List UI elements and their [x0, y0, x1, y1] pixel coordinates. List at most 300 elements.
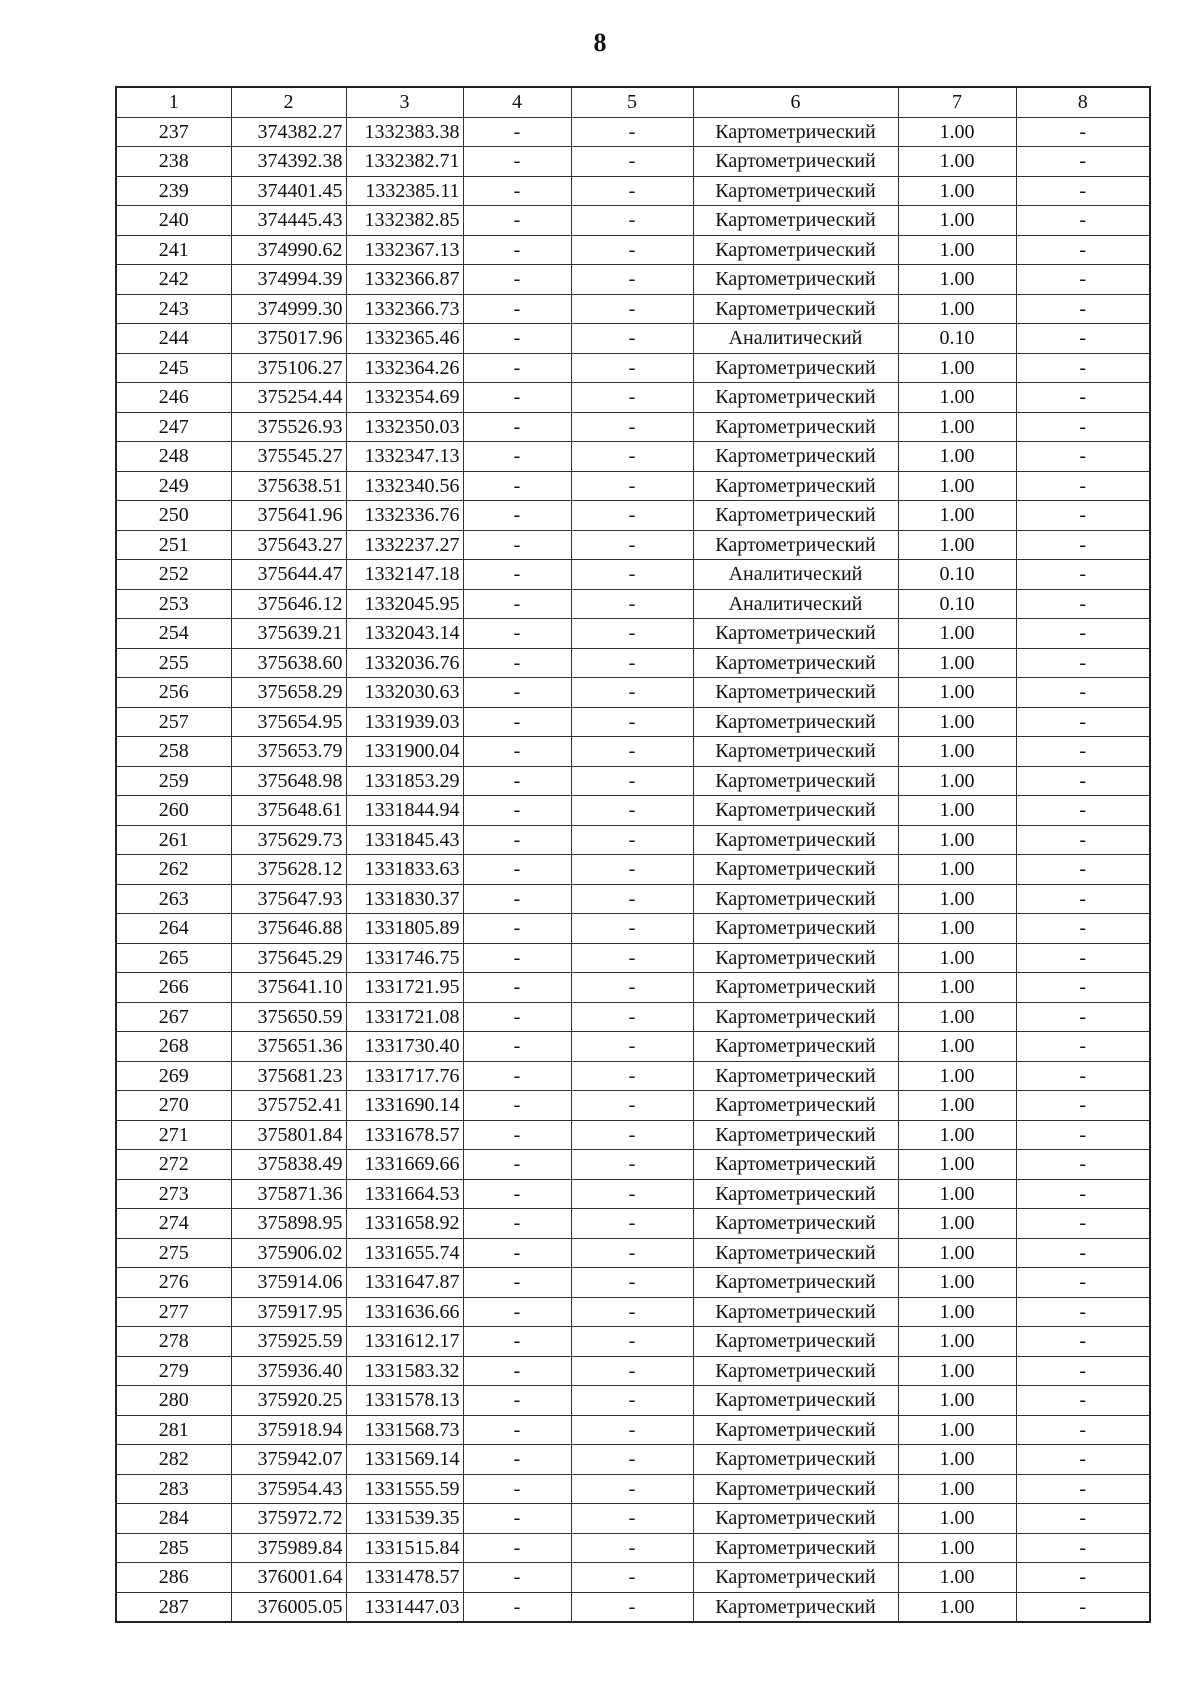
accuracy-cell: 1.00: [898, 471, 1016, 501]
y-coordinate-cell: 1332347.13: [346, 442, 463, 472]
accuracy-cell: 1.00: [898, 619, 1016, 649]
method-cell: Картометрический: [693, 1032, 898, 1062]
accuracy-cell: 0.10: [898, 560, 1016, 590]
accuracy-cell: 1.00: [898, 383, 1016, 413]
accuracy-cell: 1.00: [898, 1474, 1016, 1504]
x-coordinate-cell: 375914.06: [231, 1268, 346, 1298]
point-number-cell: 246: [116, 383, 231, 413]
col5-cell: -: [571, 1474, 693, 1504]
col8-cell: -: [1016, 412, 1150, 442]
point-number-cell: 267: [116, 1002, 231, 1032]
y-coordinate-cell: 1331678.57: [346, 1120, 463, 1150]
method-cell: Картометрический: [693, 206, 898, 236]
method-cell: Картометрический: [693, 737, 898, 767]
accuracy-cell: 1.00: [898, 412, 1016, 442]
table-row: [116, 1150, 1150, 1180]
col5-cell: -: [571, 648, 693, 678]
y-coordinate-cell: 1331447.03: [346, 1592, 463, 1622]
point-number-cell: 251: [116, 530, 231, 560]
x-coordinate-cell: 375641.96: [231, 501, 346, 531]
point-number-cell: 259: [116, 766, 231, 796]
y-coordinate-cell: 1331612.17: [346, 1327, 463, 1357]
method-cell: Картометрический: [693, 648, 898, 678]
col8-cell: -: [1016, 1268, 1150, 1298]
col4-cell: -: [463, 1238, 571, 1268]
col4-cell: -: [463, 678, 571, 708]
col5-cell: -: [571, 324, 693, 354]
col8-cell: -: [1016, 914, 1150, 944]
col4-cell: -: [463, 176, 571, 206]
x-coordinate-cell: 375638.51: [231, 471, 346, 501]
method-cell: Картометрический: [693, 176, 898, 206]
method-cell: Картометрический: [693, 619, 898, 649]
col8-cell: -: [1016, 117, 1150, 147]
accuracy-cell: 1.00: [898, 1415, 1016, 1445]
method-cell: Картометрический: [693, 1386, 898, 1416]
y-coordinate-cell: 1332366.87: [346, 265, 463, 295]
col4-cell: -: [463, 235, 571, 265]
method-cell: Картометрический: [693, 825, 898, 855]
point-number-cell: 262: [116, 855, 231, 885]
x-coordinate-cell: 375918.94: [231, 1415, 346, 1445]
col8-cell: -: [1016, 1032, 1150, 1062]
x-coordinate-cell: 375641.10: [231, 973, 346, 1003]
y-coordinate-cell: 1331655.74: [346, 1238, 463, 1268]
point-number-cell: 279: [116, 1356, 231, 1386]
col5-cell: -: [571, 530, 693, 560]
table-row: [116, 1356, 1150, 1386]
method-cell: Картометрический: [693, 1002, 898, 1032]
y-coordinate-cell: 1332036.76: [346, 648, 463, 678]
y-coordinate-cell: 1331658.92: [346, 1209, 463, 1239]
y-coordinate-cell: 1331647.87: [346, 1268, 463, 1298]
col8-cell: -: [1016, 235, 1150, 265]
col8-cell: -: [1016, 471, 1150, 501]
col5-cell: -: [571, 265, 693, 295]
y-coordinate-cell: 1331669.66: [346, 1150, 463, 1180]
method-cell: Картометрический: [693, 1415, 898, 1445]
accuracy-cell: 1.00: [898, 265, 1016, 295]
table-row: [116, 442, 1150, 472]
point-number-cell: 250: [116, 501, 231, 531]
accuracy-cell: 1.00: [898, 1533, 1016, 1563]
table-row: [116, 324, 1150, 354]
method-cell: Картометрический: [693, 884, 898, 914]
point-number-cell: 238: [116, 147, 231, 177]
col5-cell: -: [571, 796, 693, 826]
col5-cell: -: [571, 1209, 693, 1239]
column-header: 4: [463, 87, 571, 117]
accuracy-cell: 0.10: [898, 589, 1016, 619]
method-cell: Картометрический: [693, 1179, 898, 1209]
y-coordinate-cell: 1332382.85: [346, 206, 463, 236]
method-cell: Картометрический: [693, 1209, 898, 1239]
table-row: [116, 1327, 1150, 1357]
col5-cell: -: [571, 383, 693, 413]
accuracy-cell: 1.00: [898, 796, 1016, 826]
method-cell: Картометрический: [693, 471, 898, 501]
x-coordinate-cell: 375545.27: [231, 442, 346, 472]
col5-cell: -: [571, 442, 693, 472]
accuracy-cell: 1.00: [898, 943, 1016, 973]
col5-cell: -: [571, 914, 693, 944]
point-number-cell: 237: [116, 117, 231, 147]
point-number-cell: 248: [116, 442, 231, 472]
column-header: 5: [571, 87, 693, 117]
table-row: [116, 1209, 1150, 1239]
table-row: [116, 1563, 1150, 1593]
col5-cell: -: [571, 294, 693, 324]
col5-cell: -: [571, 1592, 693, 1622]
y-coordinate-cell: 1332383.38: [346, 117, 463, 147]
table-row: [116, 1002, 1150, 1032]
accuracy-cell: 1.00: [898, 973, 1016, 1003]
col4-cell: -: [463, 471, 571, 501]
point-number-cell: 275: [116, 1238, 231, 1268]
col4-cell: -: [463, 530, 571, 560]
table-row: [116, 943, 1150, 973]
col8-cell: -: [1016, 530, 1150, 560]
table-row: [116, 176, 1150, 206]
method-cell: Аналитический: [693, 560, 898, 590]
y-coordinate-cell: 1331568.73: [346, 1415, 463, 1445]
y-coordinate-cell: 1331578.13: [346, 1386, 463, 1416]
page-number: 8: [593, 28, 607, 57]
col8-cell: -: [1016, 383, 1150, 413]
col4-cell: -: [463, 324, 571, 354]
accuracy-cell: 1.00: [898, 206, 1016, 236]
y-coordinate-cell: 1331555.59: [346, 1474, 463, 1504]
y-coordinate-cell: 1332147.18: [346, 560, 463, 590]
method-cell: Аналитический: [693, 324, 898, 354]
table-row: [116, 560, 1150, 590]
point-number-cell: 243: [116, 294, 231, 324]
method-cell: Картометрический: [693, 1297, 898, 1327]
col5-cell: -: [571, 707, 693, 737]
col4-cell: -: [463, 1209, 571, 1239]
table-row: [116, 1032, 1150, 1062]
col5-cell: -: [571, 1150, 693, 1180]
method-cell: Картометрический: [693, 1445, 898, 1475]
table-row: [116, 619, 1150, 649]
method-cell: Картометрический: [693, 1120, 898, 1150]
accuracy-cell: 1.00: [898, 884, 1016, 914]
x-coordinate-cell: 375654.95: [231, 707, 346, 737]
col4-cell: -: [463, 1415, 571, 1445]
method-cell: Картометрический: [693, 1091, 898, 1121]
col8-cell: -: [1016, 324, 1150, 354]
method-cell: Картометрический: [693, 530, 898, 560]
point-number-cell: 277: [116, 1297, 231, 1327]
col4-cell: -: [463, 1533, 571, 1563]
method-cell: Картометрический: [693, 294, 898, 324]
y-coordinate-cell: 1332030.63: [346, 678, 463, 708]
y-coordinate-cell: 1331721.08: [346, 1002, 463, 1032]
accuracy-cell: 1.00: [898, 1563, 1016, 1593]
y-coordinate-cell: 1332237.27: [346, 530, 463, 560]
col5-cell: -: [571, 1356, 693, 1386]
point-number-cell: 260: [116, 796, 231, 826]
col5-cell: -: [571, 1297, 693, 1327]
y-coordinate-cell: 1332043.14: [346, 619, 463, 649]
col5-cell: -: [571, 737, 693, 767]
accuracy-cell: 1.00: [898, 825, 1016, 855]
point-number-cell: 271: [116, 1120, 231, 1150]
col4-cell: -: [463, 1061, 571, 1091]
col4-cell: -: [463, 648, 571, 678]
col8-cell: -: [1016, 678, 1150, 708]
point-number-cell: 264: [116, 914, 231, 944]
y-coordinate-cell: 1332382.71: [346, 147, 463, 177]
y-coordinate-cell: 1331583.32: [346, 1356, 463, 1386]
accuracy-cell: 1.00: [898, 117, 1016, 147]
x-coordinate-cell: 374994.39: [231, 265, 346, 295]
point-number-cell: 249: [116, 471, 231, 501]
column-header: 6: [693, 87, 898, 117]
col5-cell: -: [571, 855, 693, 885]
col4-cell: -: [463, 117, 571, 147]
table-row: [116, 1415, 1150, 1445]
col8-cell: -: [1016, 825, 1150, 855]
accuracy-cell: 1.00: [898, 1032, 1016, 1062]
y-coordinate-cell: 1331539.35: [346, 1504, 463, 1534]
point-number-cell: 286: [116, 1563, 231, 1593]
accuracy-cell: 1.00: [898, 678, 1016, 708]
column-header: 3: [346, 87, 463, 117]
x-coordinate-cell: 374382.27: [231, 117, 346, 147]
col5-cell: -: [571, 1415, 693, 1445]
col5-cell: -: [571, 1386, 693, 1416]
col4-cell: -: [463, 442, 571, 472]
point-number-cell: 258: [116, 737, 231, 767]
col5-cell: -: [571, 589, 693, 619]
x-coordinate-cell: 375925.59: [231, 1327, 346, 1357]
table-row: [116, 1297, 1150, 1327]
method-cell: Картометрический: [693, 235, 898, 265]
accuracy-cell: 1.00: [898, 707, 1016, 737]
table-row: [116, 530, 1150, 560]
x-coordinate-cell: 375645.29: [231, 943, 346, 973]
table-row: [116, 1268, 1150, 1298]
method-cell: Картометрический: [693, 147, 898, 177]
x-coordinate-cell: 375898.95: [231, 1209, 346, 1239]
col4-cell: -: [463, 884, 571, 914]
point-number-cell: 272: [116, 1150, 231, 1180]
table-row: [116, 884, 1150, 914]
x-coordinate-cell: 375017.96: [231, 324, 346, 354]
x-coordinate-cell: 375801.84: [231, 1120, 346, 1150]
col4-cell: -: [463, 1504, 571, 1534]
method-cell: Картометрический: [693, 442, 898, 472]
col8-cell: -: [1016, 1386, 1150, 1416]
x-coordinate-cell: 374445.43: [231, 206, 346, 236]
x-coordinate-cell: 375648.98: [231, 766, 346, 796]
col5-cell: -: [571, 117, 693, 147]
y-coordinate-cell: 1331939.03: [346, 707, 463, 737]
col5-cell: -: [571, 766, 693, 796]
col5-cell: -: [571, 1445, 693, 1475]
column-header: 7: [898, 87, 1016, 117]
col8-cell: -: [1016, 176, 1150, 206]
col8-cell: -: [1016, 766, 1150, 796]
y-coordinate-cell: 1332364.26: [346, 353, 463, 383]
point-number-cell: 263: [116, 884, 231, 914]
point-number-cell: 273: [116, 1179, 231, 1209]
point-number-cell: 252: [116, 560, 231, 590]
accuracy-cell: 1.00: [898, 1179, 1016, 1209]
accuracy-cell: 0.10: [898, 324, 1016, 354]
x-coordinate-cell: 375643.27: [231, 530, 346, 560]
table-row: [116, 1120, 1150, 1150]
x-coordinate-cell: 375526.93: [231, 412, 346, 442]
point-number-cell: 284: [116, 1504, 231, 1534]
table-row: [116, 1179, 1150, 1209]
method-cell: Картометрический: [693, 707, 898, 737]
point-number-cell: 268: [116, 1032, 231, 1062]
x-coordinate-cell: 375653.79: [231, 737, 346, 767]
col8-cell: -: [1016, 973, 1150, 1003]
method-cell: Картометрический: [693, 766, 898, 796]
col5-cell: -: [571, 884, 693, 914]
x-coordinate-cell: 375651.36: [231, 1032, 346, 1062]
col8-cell: -: [1016, 501, 1150, 531]
x-coordinate-cell: 376001.64: [231, 1563, 346, 1593]
col5-cell: -: [571, 1091, 693, 1121]
method-cell: Картометрический: [693, 412, 898, 442]
col5-cell: -: [571, 353, 693, 383]
y-coordinate-cell: 1331845.43: [346, 825, 463, 855]
point-number-cell: 253: [116, 589, 231, 619]
x-coordinate-cell: 375920.25: [231, 1386, 346, 1416]
col5-cell: -: [571, 1179, 693, 1209]
table-row: [116, 1474, 1150, 1504]
x-coordinate-cell: 375972.72: [231, 1504, 346, 1534]
col5-cell: -: [571, 1327, 693, 1357]
y-coordinate-cell: 1331478.57: [346, 1563, 463, 1593]
accuracy-cell: 1.00: [898, 737, 1016, 767]
method-cell: Картометрический: [693, 1563, 898, 1593]
col4-cell: -: [463, 1002, 571, 1032]
col5-cell: -: [571, 943, 693, 973]
coordinates-table: [115, 86, 1151, 1623]
y-coordinate-cell: 1332336.76: [346, 501, 463, 531]
x-coordinate-cell: 374999.30: [231, 294, 346, 324]
col4-cell: -: [463, 206, 571, 236]
col4-cell: -: [463, 973, 571, 1003]
point-number-cell: 255: [116, 648, 231, 678]
col4-cell: -: [463, 619, 571, 649]
method-cell: Картометрический: [693, 1592, 898, 1622]
x-coordinate-cell: 374990.62: [231, 235, 346, 265]
point-number-cell: 270: [116, 1091, 231, 1121]
col4-cell: -: [463, 1120, 571, 1150]
y-coordinate-cell: 1331844.94: [346, 796, 463, 826]
y-coordinate-cell: 1332367.13: [346, 235, 463, 265]
col4-cell: -: [463, 1356, 571, 1386]
method-cell: Картометрический: [693, 1533, 898, 1563]
table-row: [116, 914, 1150, 944]
x-coordinate-cell: 375681.23: [231, 1061, 346, 1091]
table-row: [116, 973, 1150, 1003]
col8-cell: -: [1016, 206, 1150, 236]
table-row: [116, 1238, 1150, 1268]
col4-cell: -: [463, 1474, 571, 1504]
x-coordinate-cell: 375629.73: [231, 825, 346, 855]
col8-cell: -: [1016, 648, 1150, 678]
col5-cell: -: [571, 1061, 693, 1091]
accuracy-cell: 1.00: [898, 1386, 1016, 1416]
y-coordinate-cell: 1331853.29: [346, 766, 463, 796]
method-cell: Картометрический: [693, 796, 898, 826]
table-row: [116, 206, 1150, 236]
col8-cell: -: [1016, 442, 1150, 472]
col8-cell: -: [1016, 1445, 1150, 1475]
x-coordinate-cell: 375871.36: [231, 1179, 346, 1209]
accuracy-cell: 1.00: [898, 1592, 1016, 1622]
col8-cell: -: [1016, 884, 1150, 914]
method-cell: Аналитический: [693, 589, 898, 619]
y-coordinate-cell: 1331515.84: [346, 1533, 463, 1563]
col4-cell: -: [463, 294, 571, 324]
col4-cell: -: [463, 1327, 571, 1357]
accuracy-cell: 1.00: [898, 1238, 1016, 1268]
col4-cell: -: [463, 825, 571, 855]
y-coordinate-cell: 1332045.95: [346, 589, 463, 619]
col4-cell: -: [463, 147, 571, 177]
accuracy-cell: 1.00: [898, 1268, 1016, 1298]
accuracy-cell: 1.00: [898, 1061, 1016, 1091]
method-cell: Картометрический: [693, 1061, 898, 1091]
method-cell: Картометрический: [693, 1238, 898, 1268]
accuracy-cell: 1.00: [898, 530, 1016, 560]
accuracy-cell: 1.00: [898, 1002, 1016, 1032]
accuracy-cell: 1.00: [898, 176, 1016, 206]
col8-cell: -: [1016, 737, 1150, 767]
y-coordinate-cell: 1331569.14: [346, 1445, 463, 1475]
table-row: [116, 1091, 1150, 1121]
table-header: [116, 87, 1150, 117]
col5-cell: -: [571, 678, 693, 708]
col8-cell: -: [1016, 619, 1150, 649]
y-coordinate-cell: 1331830.37: [346, 884, 463, 914]
table-row: [116, 825, 1150, 855]
y-coordinate-cell: 1331636.66: [346, 1297, 463, 1327]
point-number-cell: 282: [116, 1445, 231, 1475]
table-row: [116, 117, 1150, 147]
x-coordinate-cell: 375954.43: [231, 1474, 346, 1504]
col8-cell: -: [1016, 147, 1150, 177]
col5-cell: -: [571, 825, 693, 855]
accuracy-cell: 1.00: [898, 1120, 1016, 1150]
col8-cell: -: [1016, 1150, 1150, 1180]
accuracy-cell: 1.00: [898, 294, 1016, 324]
col4-cell: -: [463, 737, 571, 767]
col8-cell: -: [1016, 265, 1150, 295]
accuracy-cell: 1.00: [898, 1297, 1016, 1327]
table-row: [116, 1504, 1150, 1534]
accuracy-cell: 1.00: [898, 1209, 1016, 1239]
col5-cell: -: [571, 501, 693, 531]
point-number-cell: 281: [116, 1415, 231, 1445]
col4-cell: -: [463, 1091, 571, 1121]
y-coordinate-cell: 1331746.75: [346, 943, 463, 973]
y-coordinate-cell: 1332385.11: [346, 176, 463, 206]
col8-cell: -: [1016, 1356, 1150, 1386]
col5-cell: -: [571, 1032, 693, 1062]
col4-cell: -: [463, 855, 571, 885]
x-coordinate-cell: 375628.12: [231, 855, 346, 885]
col5-cell: -: [571, 1002, 693, 1032]
